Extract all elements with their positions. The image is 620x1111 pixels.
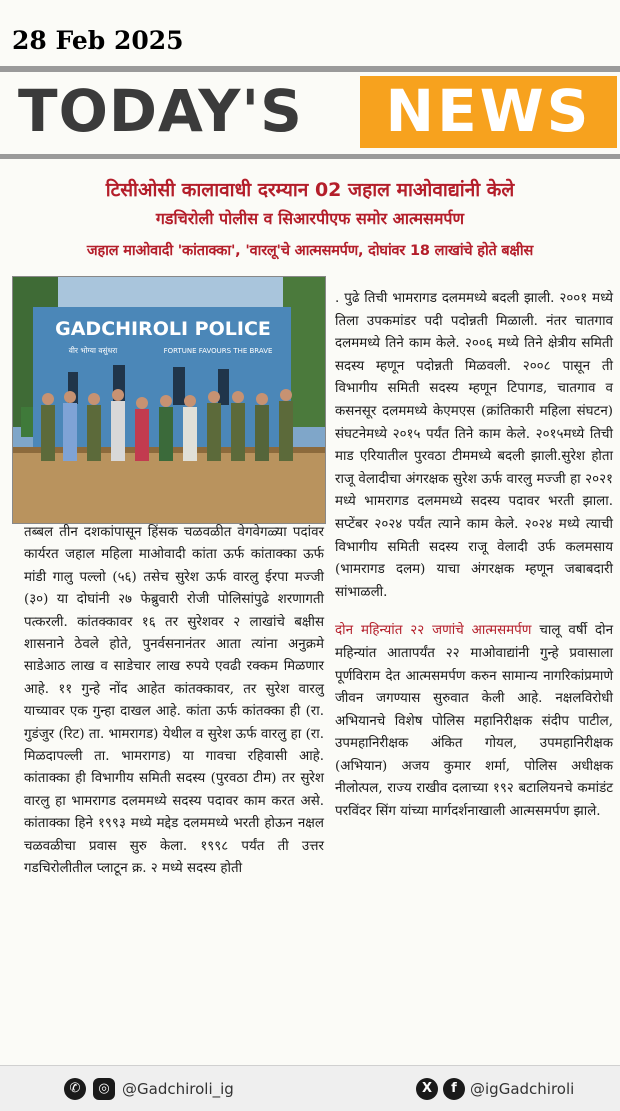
todays-news-banner bbox=[0, 66, 620, 162]
surrender-group-photo bbox=[13, 277, 325, 523]
article-left-column: तब्बल तीन दशकांपासून हिंसक चळवळीत वेगवेगळ्या पदांवर कार्यरत जहाल महिला माओवादी कांता ऊर्फ कांताक्का ऊर्फ मांडी गालु पल्लो (५६) तसेच सुरेश ऊर्फ वारलु ईरपा मज्जी (३०) या दोघांनी २७ फेब्रुवारी रोजी पोलिसांपुढे शरणागती पत्करली. कांतक्कावर १६ तर सुरेशवर २ लाखांचे बक्षीस शासनाने ठेवले होते, पुनर्वसनानंतर आता त्यांना अनुक्रमे साडेआठ लाख व साडेचार लाख रुपये एवढी रक्कम मिळणार आहे. ११ गुन्हे नोंद आहेत कांतक्कावर, तर सुरेश वारलु याच्यावर एक गुन्हा दाखल आहे. कांता ऊर्फ कांतक्का ही (रा. गुडंजुर (रिट) ता. भामरागड) येथील व सुरेश ऊर्फ वारलु हा (रा. मिळदापल्ली ता. भामरागड) या गावचा रहिवासी आहे. कांताक्का ही विभागीय समिती सदस्य (पुरवठा टीम) तर सुरेश वारलु हा भामरागड दलममध्ये सदस्य पदावर काम करत असे. कांताक्का हिने १९९३ मध्ये मद्देड दलममध्ये भरती होऊन नक्षल चळवळीचा प्रवास सुरु केला. १९९८ पर्यंत ती उत्तर गडचिरोलीतील प्लाटून क्र. २ मध्ये सदस्य होती bbox=[24, 525, 324, 877]
facebook-icon[interactable]: f bbox=[443, 1078, 465, 1100]
article-paragraph-2-body: चालू वर्षी दोन महिन्यांत आतापर्यंत २२ माओवाद्यांनी गुन्हे प्रवासाला पूर्णविराम देत आत्मसमर्पण करुन सामान्य नागरिकांप्रमाणे जीवन जगण्यास सुरुवात केली आहे. नक्षलविरोधी अभियानचे विशेष पोलिस महानिरीक्षक संदीप पाटील, उपमहानिरीक्षक अंकित गोयल, उपमहानिरीक्षक (अभियान) अजय कुमार शर्मा, पोलिस अधीक्षक नीलोत्पल, राज्य राखीव दलाच्या १९२ बटालियनचे कमांडंट परविंदर सिंग यांच्या मार्गदर्शनाखाली आत्मसमर्पण झाले. bbox=[335, 623, 614, 820]
x-icon[interactable]: X bbox=[416, 1078, 438, 1100]
subheading-22-surrenders: दोन महिन्यांत २२ जणांचे आत्मसमर्पण bbox=[335, 623, 532, 639]
whatsapp-icon[interactable]: ✆ bbox=[64, 1078, 86, 1100]
headline-line-1: टिसीओसी कालावाधी दरम्यान 02 जहाल माओवाद्यांनी केले bbox=[105, 179, 515, 201]
photo-wall-motto-left: वीर भोग्या वसुंधरा bbox=[68, 346, 118, 355]
article-right-column bbox=[335, 288, 613, 824]
headline-line-2: गडचिरोली पोलीस व सिआरपीएफ समोर आत्मसमर्पण bbox=[155, 209, 465, 228]
photo-wall-title: GADCHIROLI POLICE bbox=[55, 318, 271, 340]
article-paragraph-1: . पुढे तिची भामरागड दलममध्ये बदली झाली. २००१ मध्ये तिला उपकमांडर पदी पदोन्नती मिळाली. नंतर चातगाव दलममध्ये तिने काम केले. २००६ मध्ये तिने क्षेत्रीय समिती सदस्य म्हणून पदोन्नती मिळवली. २००८ पासून ती विभागीय समिती सदस्य म्हणून टिपागड, चातगाव व कसनसूर दलममध्ये केएमएस (क्रांतिकारी महिला संघटन) संघटनेमध्ये २०१५ पर्यंत तिने काम केले. २०१५मध्ये तिची माड एरियातील पुरवठा टीममध्ये बदली झाली.सुरेश होता राजू वेलादीचा अंगरक्षक सुरेश ऊर्फ वारलु मज्जी हा २०२१ मध्ये भामरागड दलममध्ये सदस्य पदावर भरती झाला. सप्टेंबर २०२४ पर्यंत त्याने काम केले. २०२४ मध्ये त्याची विभागीय समिती सदस्य राजू वेलादी उर्फ कलमसाय (भामरागड दलम) याचा अंगरक्षक म्हणून जबाबदारी सांभाळली. bbox=[335, 291, 613, 600]
paragraph-gap bbox=[335, 604, 613, 620]
article-paragraph-2 bbox=[335, 620, 613, 823]
footer-social-bar bbox=[0, 1065, 620, 1111]
photo-wall-motto-right: FORTUNE FAVOURS THE BRAVE bbox=[163, 347, 273, 355]
footer-handle-right[interactable]: @igGadchiroli bbox=[470, 1080, 575, 1098]
date-label: 28 Feb 2025 bbox=[12, 26, 184, 55]
banner-bottom-rule bbox=[0, 154, 620, 159]
instagram-icon[interactable]: ◎ bbox=[93, 1078, 115, 1100]
banner-news-box bbox=[360, 76, 617, 148]
banner-todays-text: TODAY'S bbox=[18, 77, 303, 145]
banner-news-text: NEWS bbox=[385, 77, 592, 145]
footer-handle-left[interactable]: @Gadchiroli_ig bbox=[122, 1080, 234, 1098]
headline-line-3: जहाल माओवादी 'कांताक्का', 'वारलू'चे आत्मसमर्पण, दोघांवर 18 लाखांचे होते बक्षीस bbox=[86, 243, 534, 259]
news-photo bbox=[12, 276, 326, 524]
banner-top-rule bbox=[0, 66, 620, 72]
